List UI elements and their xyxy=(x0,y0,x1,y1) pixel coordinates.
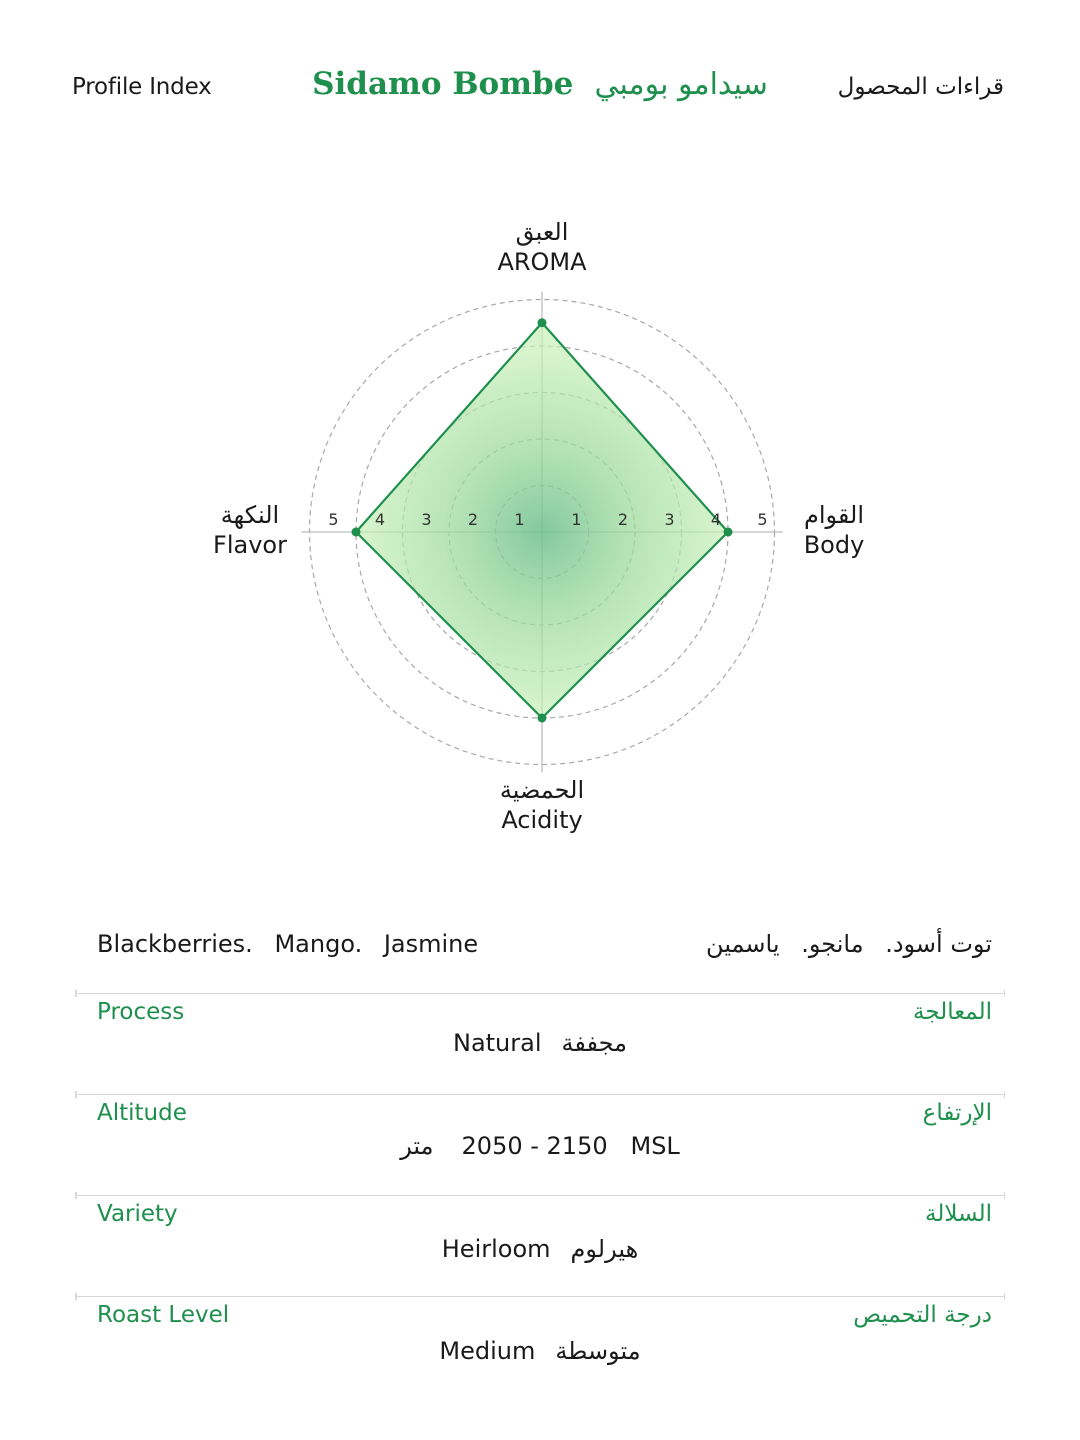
radar-tick-label: 5 xyxy=(757,510,768,529)
radar-data-point xyxy=(538,714,547,723)
axis-flavor-en: Flavor xyxy=(213,531,287,559)
variety-value xyxy=(0,1235,1080,1263)
title-ar: سيدامو بومبي xyxy=(594,67,768,102)
variety-value-en: Heirloom xyxy=(441,1235,551,1263)
process-label-ar: المعالجة xyxy=(913,999,992,1025)
note-en: Blackberries. xyxy=(97,930,253,958)
radar-tick-label: 2 xyxy=(467,510,479,529)
radar-tick-label: 3 xyxy=(421,510,432,529)
note-ar: مانجو. xyxy=(801,930,864,958)
altitude-value-en: 2050 - 2150 MSL xyxy=(461,1132,680,1160)
axis-body-ar: القوام xyxy=(803,501,865,529)
axis-aroma-en: AROMA xyxy=(497,248,587,276)
divider xyxy=(75,1195,1005,1196)
divider xyxy=(75,993,1005,994)
roast-value-en: Medium xyxy=(439,1337,536,1365)
altitude-value xyxy=(0,1132,1080,1160)
radar-tick-label: 5 xyxy=(328,510,339,529)
variety-label-ar: السلالة xyxy=(925,1201,992,1227)
title-en: Sidamo Bombe xyxy=(312,66,574,102)
tasting-notes-ar xyxy=(692,930,992,958)
axis-acidity-en: Acidity xyxy=(501,806,583,834)
axis-label-body xyxy=(774,500,894,560)
process-value-en: Natural xyxy=(452,1029,542,1057)
note-en: Mango. xyxy=(274,930,363,958)
radar-data-point xyxy=(352,528,361,537)
radar-data-point xyxy=(538,318,547,327)
process-value xyxy=(0,1029,1080,1057)
tasting-notes-en xyxy=(97,930,492,958)
variety-label-en: Variety xyxy=(97,1201,178,1227)
variety-value-ar: هيرلوم xyxy=(570,1235,639,1263)
note-ar: ياسمين xyxy=(706,930,780,958)
roast-value xyxy=(0,1337,1080,1365)
header-left-label: Profile Index xyxy=(72,74,212,100)
altitude-label-ar: الإرتفاع xyxy=(922,1100,992,1126)
note-ar: توت أسود. xyxy=(885,930,992,958)
axis-label-acidity xyxy=(442,775,642,835)
roast-value-ar: متوسطة xyxy=(555,1337,641,1365)
altitude-value-ar: متر xyxy=(400,1132,434,1160)
radar-tick-label: 2 xyxy=(617,510,629,529)
roast-label-en: Roast Level xyxy=(97,1302,230,1328)
divider xyxy=(75,1094,1005,1095)
header-right-label: قراءات المحصول xyxy=(837,74,1004,100)
axis-acidity-ar: الحمضية xyxy=(499,776,585,804)
axis-label-flavor xyxy=(190,500,310,560)
radar-data-point xyxy=(724,528,733,537)
axis-label-aroma xyxy=(442,217,642,277)
axis-body-en: Body xyxy=(803,531,865,559)
altitude-label-en: Altitude xyxy=(97,1100,187,1126)
radar-tick-label: 1 xyxy=(514,510,525,529)
axis-aroma-ar: العبق xyxy=(515,218,569,246)
radar-tick-label: 4 xyxy=(374,510,386,529)
process-value-ar: مجففة xyxy=(561,1029,628,1057)
divider xyxy=(75,1296,1005,1297)
note-en: Jasmine xyxy=(383,930,479,958)
process-label-en: Process xyxy=(97,999,185,1025)
roast-label-ar: درجة التحميص xyxy=(853,1302,992,1328)
radar-tick-label: 3 xyxy=(664,510,675,529)
radar-tick-label: 1 xyxy=(571,510,582,529)
axis-flavor-ar: النكهة xyxy=(220,501,280,529)
radar-tick-label: 4 xyxy=(710,510,722,529)
